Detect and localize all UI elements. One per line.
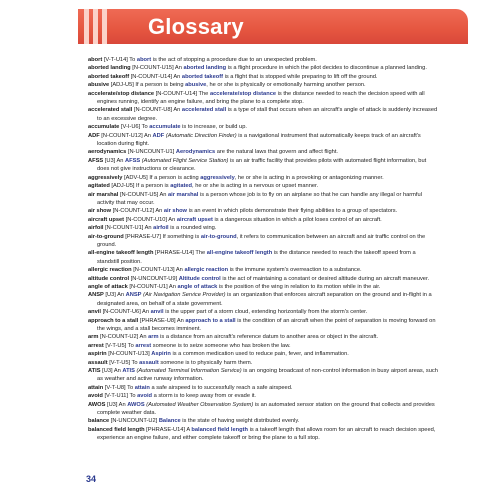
- glossary-definition: , he or she is physically or emotionally harming another person.: [206, 82, 366, 89]
- glossary-grammar-info: [N-UNCOUNT-U9]: [130, 275, 178, 282]
- glossary-term: arm: [88, 334, 99, 341]
- glossary-abbreviation-expansion: (Automated Terminal Information Service): [136, 368, 242, 375]
- glossary-grammar-info: [PHRASE-U8] An: [139, 317, 184, 324]
- glossary-term: anvil: [88, 309, 101, 316]
- glossary-entry: [88, 308, 438, 316]
- glossary-definition: is the state of having weight distributed evenly.: [182, 418, 300, 425]
- glossary-definition: is a rounded wing.: [170, 225, 217, 232]
- glossary-definition: , it refers to communication between an aircraft and air traffic control on the ground.: [97, 233, 426, 248]
- glossary-entry: [88, 333, 438, 341]
- glossary-term: allergic reaction: [88, 267, 132, 274]
- glossary-entry: [88, 106, 438, 123]
- glossary-term: aspirin: [88, 351, 107, 358]
- glossary-definition: is a flight that is stopped while preparing to lift off the ground.: [224, 73, 378, 80]
- glossary-term: air marshal: [88, 191, 119, 198]
- glossary-term: all-engine takeoff length: [88, 250, 154, 257]
- glossary-grammar-info: [U3] An: [106, 401, 126, 408]
- glossary-grammar-info: [N-UNCOUNT-U2]: [110, 418, 158, 425]
- glossary-grammar-info: [PHRASE-U14] A: [146, 426, 190, 433]
- glossary-grammar-info: [N-COUNT-U14] An: [130, 73, 181, 80]
- glossary-grammar-info: [V-T-U8] To: [104, 384, 134, 391]
- glossary-grammar-info: [N-COUNT-U12] An: [112, 208, 163, 215]
- glossary-term-reference: Aerodynamics: [175, 149, 216, 156]
- glossary-term-reference: Balance: [158, 418, 181, 425]
- glossary-definition: someone is to physically harm them.: [160, 359, 253, 366]
- glossary-definition: is the distance needed to reach the takeoff speed from a standstill position.: [97, 250, 416, 265]
- glossary-term: balanced field length: [88, 426, 145, 433]
- glossary-abbreviation-expansion: (Automated Flight Service Station): [141, 157, 229, 164]
- glossary-term-reference: Aspirin: [151, 351, 171, 358]
- glossary-entry: [88, 174, 438, 182]
- glossary-term-reference: accelerated stall: [181, 107, 227, 114]
- glossary-term: air show: [88, 208, 112, 215]
- glossary-term-reference: assault: [139, 359, 159, 366]
- glossary-term-reference: aggressively: [200, 174, 235, 181]
- glossary-entry: [88, 350, 438, 358]
- glossary-grammar-info: [N-COUNT-U12] An: [101, 132, 151, 139]
- glossary-term-reference: airfoil: [153, 225, 169, 232]
- glossary-grammar-info: [V-T-U5] To: [109, 359, 138, 366]
- glossary-grammar-info: [N-COUNT-U5] An: [119, 191, 167, 198]
- glossary-term: aerodynamics: [88, 149, 127, 156]
- glossary-grammar-info: [U3] An: [102, 368, 121, 375]
- glossary-term-reference: AWOS: [127, 401, 145, 408]
- glossary-entry: [88, 224, 438, 232]
- glossary-term: assault: [88, 359, 108, 366]
- glossary-definition: a storm is to keep away from or evade it.: [153, 393, 257, 400]
- glossary-term: ATIS: [88, 368, 101, 375]
- glossary-entry: [88, 359, 438, 367]
- glossary-definition: are the natural laws that govern and affect flight.: [216, 149, 339, 156]
- glossary-term: attain: [88, 384, 104, 391]
- glossary-term: AWOS: [88, 401, 106, 408]
- glossary-grammar-info: [N-COUNT-U14] The: [155, 90, 209, 97]
- glossary-definition: is the distance needed to reach the decision speed with all engines running, identify an engine failure, and bring the plane to a complete stop.: [97, 90, 425, 106]
- glossary-term-reference: all-engine takeoff length: [206, 250, 273, 257]
- glossary-term: aircraft upset: [88, 216, 125, 223]
- glossary-entry: [88, 157, 438, 174]
- glossary-entry: [88, 291, 438, 308]
- glossary-term-reference: air show: [163, 208, 187, 215]
- glossary-term-reference: aircraft upset: [176, 216, 213, 223]
- glossary-entry: [88, 73, 438, 81]
- glossary-grammar-info: [N-COUNT-U13]: [108, 351, 150, 358]
- glossary-grammar-info: [N-UNCOUNT-U1]: [127, 149, 175, 156]
- glossary-definition: , he or she is acting in a nervous or upset manner.: [192, 183, 319, 190]
- glossary-term-reference: air-to-ground: [200, 233, 237, 240]
- glossary-entry: [88, 90, 438, 107]
- glossary-entry: [88, 417, 438, 425]
- glossary-grammar-info: [N-COUNT-U6] An: [102, 309, 150, 316]
- glossary-term: abort: [88, 57, 103, 63]
- glossary-term-reference: Altitude control: [178, 275, 221, 282]
- glossary-definition: is a common medication used to reduce pain, fever, and inflammation.: [172, 351, 349, 358]
- glossary-entry: [88, 132, 438, 149]
- glossary-term-reference: accumulate: [149, 124, 181, 131]
- glossary-grammar-info: [N-COUNT-U10] An: [125, 216, 176, 223]
- glossary-term-reference: avoid: [137, 393, 152, 400]
- glossary-definition: a safe airspeed is to successfully reach a safe airspeed.: [151, 384, 293, 391]
- glossary-term-reference: angle of attack: [177, 283, 218, 290]
- glossary-term-reference: arm: [148, 334, 159, 341]
- glossary-definition: is the act of maintaining a constant or desired altitude during an aircraft maneuver.: [222, 275, 430, 282]
- glossary-grammar-info: [V-T-U14] To: [103, 57, 136, 63]
- glossary-grammar-info: [N-COUNT-U15] An: [132, 65, 182, 72]
- glossary-entry: [88, 64, 438, 72]
- glossary-definition: is the condition of an aircraft when the point of separation is moving forward on the wings, and a stall becomes imminent.: [97, 317, 436, 332]
- glossary-term: approach to a stall: [88, 317, 139, 324]
- glossary-definition: is an ongoing broadcast of non-control information in busy airport areas, such as weather and active runway information.: [97, 368, 438, 383]
- glossary-definition: is the position of the wing in relation to its motion while in the air.: [218, 283, 381, 290]
- glossary-grammar-info: [ADJ-U5] If a person is being: [110, 82, 184, 89]
- glossary-definition: someone is to seize someone who has broken the law.: [152, 342, 291, 349]
- glossary-term: angle of attack: [88, 283, 128, 290]
- header-stripe: [102, 9, 107, 44]
- glossary-term: ANSP: [88, 292, 104, 299]
- glossary-abbreviation-expansion: (Automated Weather Observation System): [146, 401, 254, 408]
- glossary-grammar-info: [N-COUNT-U1] An: [129, 283, 176, 290]
- glossary-abbreviation-expansion: (Automatic Direction Finder): [165, 132, 237, 139]
- glossary-entry: [88, 392, 438, 400]
- glossary-entry: [88, 283, 438, 291]
- glossary-definition: is a navigational instrument that automatically keeps track of an aircraft's location during flight.: [97, 132, 421, 148]
- glossary-grammar-info: [PHRASE-U7] If something is: [125, 233, 200, 240]
- header-stripe: [84, 9, 89, 44]
- glossary-entry: [88, 317, 438, 334]
- glossary-entry: [88, 216, 438, 224]
- glossary-entry: [88, 342, 438, 350]
- glossary-term-reference: attain: [134, 384, 150, 391]
- glossary-grammar-info: [PHRASE-U14] The: [155, 250, 206, 257]
- glossary-term: air-to-ground: [88, 233, 124, 240]
- glossary-abbreviation-expansion: (Air Navigation Service Provider): [143, 292, 226, 299]
- glossary-entry: [88, 249, 438, 266]
- glossary-list: [88, 56, 438, 443]
- glossary-entry: [88, 266, 438, 274]
- glossary-grammar-info: [N-COUNT-U1] An: [105, 225, 152, 232]
- glossary-entry: [88, 401, 438, 418]
- glossary-definition: is a type of stall that occurs when an aircraft's angle of attack is suddenly increased to an excessive degree.: [97, 107, 438, 122]
- glossary-term-reference: ADF: [152, 132, 165, 139]
- glossary-term: aggressively: [88, 174, 123, 181]
- glossary-term: accelerate/stop distance: [88, 90, 155, 97]
- glossary-term: abusive: [88, 82, 110, 89]
- glossary-definition: is a flight procedure in which the pilot decides to discontinue a planned landing.: [227, 65, 427, 72]
- glossary-entry: [88, 123, 438, 131]
- glossary-grammar-info: [V-T-U5] To: [105, 342, 134, 349]
- glossary-entry: [88, 182, 438, 190]
- glossary-definition: is the immune system's overreaction to a substance.: [229, 267, 362, 274]
- glossary-definition: is a person whose job is to fly on an airplane so that he can handle any illegal or harmful activity that may occur.: [97, 191, 422, 206]
- glossary-grammar-info: [ADJ-U5] If a person is: [111, 183, 169, 190]
- glossary-term-reference: air marshal: [168, 191, 199, 198]
- glossary-header-bar: [78, 9, 468, 44]
- glossary-term: avoid: [88, 393, 103, 400]
- glossary-term: aborted takeoff: [88, 73, 130, 80]
- glossary-term: altitude control: [88, 275, 130, 282]
- glossary-definition: is the upper part of a storm cloud, extending horizontally from the storm's center.: [165, 309, 368, 316]
- glossary-term: airfoil: [88, 225, 104, 232]
- glossary-grammar-info: [V-I-U6] To: [120, 124, 148, 131]
- glossary-term: ADF: [88, 132, 100, 139]
- glossary-definition: is to increase, or build up.: [182, 124, 247, 131]
- glossary-term: arrest: [88, 342, 104, 349]
- glossary-definition: is a distance from an aircraft's reference datum to another area or object in the aircraft.: [160, 334, 379, 341]
- glossary-grammar-info: [U3] An: [105, 292, 125, 299]
- header-stripe: [93, 9, 98, 44]
- glossary-definition: is a dangerous situation in which a pilot loses control of an aircraft.: [214, 216, 382, 223]
- glossary-term-reference: ATIS: [122, 368, 135, 375]
- glossary-term-reference: abusive: [185, 82, 207, 89]
- glossary-grammar-info: [ADV-U5] If a person is acting: [124, 174, 199, 181]
- glossary-term: accelerated stall: [88, 107, 133, 114]
- glossary-definition: , he or she is acting in a provoking or antagonizing manner.: [234, 174, 384, 181]
- glossary-entry: [88, 384, 438, 392]
- glossary-grammar-info: [N-COUNT-U2] An: [100, 334, 147, 341]
- glossary-term-reference: AFSS: [125, 157, 141, 164]
- glossary-term-reference: balanced field length: [191, 426, 248, 433]
- glossary-definition: is an air traffic facility that provides pilots with automated flight information, but does not give instructions or clearance.: [97, 157, 427, 173]
- glossary-entry: [88, 207, 438, 215]
- glossary-term: agitated: [88, 183, 110, 190]
- page-title: Glossary: [148, 14, 244, 39]
- glossary-entry: [88, 275, 438, 283]
- glossary-grammar-info: [N-COUNT-U8] An: [133, 107, 181, 114]
- glossary-term: AFSS: [88, 157, 104, 164]
- glossary-term-reference: ANSP: [125, 292, 142, 299]
- page-number: 34: [86, 474, 97, 484]
- glossary-term-reference: aborted takeoff: [181, 73, 223, 80]
- glossary-entry: [88, 233, 438, 250]
- glossary-term-reference: accelerate/stop distance: [209, 90, 277, 97]
- glossary-definition: is an organization that enforces aircraft separation on the ground and in-flight in a designated area, on behalf of a state government.: [97, 292, 432, 307]
- glossary-grammar-info: [U3] An: [104, 157, 124, 164]
- glossary-entry: [88, 367, 438, 384]
- glossary-term-reference: aborted landing: [183, 65, 227, 72]
- glossary-entry: [88, 148, 438, 156]
- glossary-term: balance: [88, 418, 110, 425]
- glossary-term-reference: anvil: [150, 309, 164, 316]
- glossary-definition: is the act of stopping a procedure due to an unexpected problem.: [152, 57, 317, 63]
- glossary-term: accumulate: [88, 124, 120, 131]
- glossary-term-reference: abort: [136, 57, 152, 63]
- glossary-grammar-info: [V-T-U11] To: [104, 393, 136, 400]
- glossary-term: aborted landing: [88, 65, 131, 72]
- glossary-grammar-info: [N-COUNT-U13] An: [133, 267, 183, 274]
- glossary-definition: is a takeoff length that allows room for an aircraft to reach decision speed, experience an engine failure, and either complete takeoff or bring the plane to a full stop.: [97, 426, 436, 442]
- glossary-entry: [88, 191, 438, 208]
- glossary-entry: [88, 426, 438, 443]
- glossary-definition: is an automated sensor station on the ground that collects and provides complete weather data.: [97, 401, 435, 417]
- glossary-entry: [88, 81, 438, 89]
- glossary-definition: is an event in which pilots demonstrate their flying abilities to a group of spectators.: [188, 208, 398, 215]
- glossary-term-reference: approach to a stall: [185, 317, 236, 324]
- glossary-term-reference: arrest: [135, 342, 152, 349]
- glossary-term-reference: agitated: [170, 183, 193, 190]
- glossary-entry: [88, 56, 438, 64]
- glossary-term-reference: allergic reaction: [184, 267, 229, 274]
